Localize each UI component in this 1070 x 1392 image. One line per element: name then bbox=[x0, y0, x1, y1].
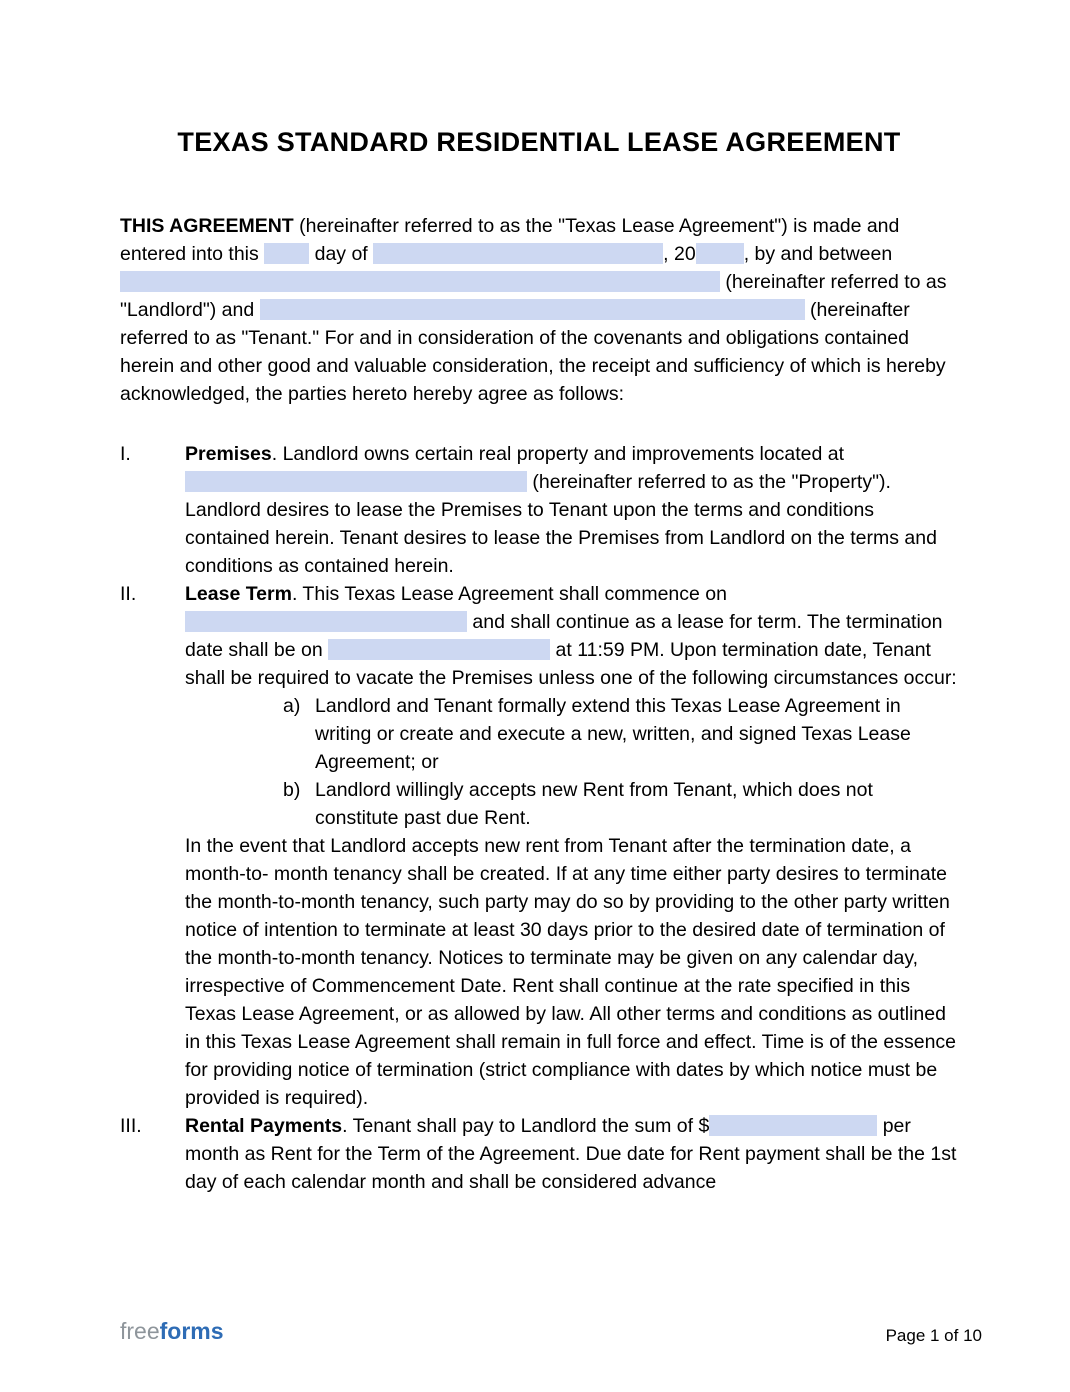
document-content bbox=[120, 0, 958, 1196]
text-run: . This Texas Lease Agreement shall commence on bbox=[291, 583, 727, 605]
property-address-blank[interactable] bbox=[185, 471, 527, 492]
agreement-day-blank[interactable] bbox=[264, 243, 309, 264]
text-run: Landlord and Tenant formally extend this Texas Lease Agreement in writing or create and execute a new, written, and signed Texas Lease Agreement; or bbox=[315, 695, 911, 773]
section-number: III. bbox=[120, 1115, 142, 1137]
paragraph bbox=[185, 440, 958, 580]
tenant-name-blank[interactable] bbox=[260, 299, 805, 320]
landlord-name-blank[interactable] bbox=[120, 271, 720, 292]
text-run: . Landlord owns certain real property and improvements located at bbox=[271, 443, 845, 465]
paragraph bbox=[185, 832, 958, 1112]
text-run: (hereinafter referred to as the "Property"). Landlord desires to lease the Premises to Tenant upon the terms and conditions contained herein. Tenant desires to lease the Premises from Landlord on the terms and conditions as contained herein. bbox=[185, 471, 937, 577]
section-premises bbox=[120, 440, 958, 580]
sub-item-label: a) bbox=[283, 695, 301, 717]
section-body bbox=[185, 580, 958, 1112]
section-body bbox=[185, 440, 958, 580]
commencement-date-blank[interactable] bbox=[185, 611, 467, 632]
emphasis-text: Lease Term bbox=[185, 583, 292, 605]
text-run: In the event that Landlord accepts new rent from Tenant after the termination date, a month-to- month tenancy shall be created. If at any time either party desires to terminate the month-to-month tenancy, such party may do so by providing to the other party written notice of intention to terminate at least 30 days prior to the desired date of termination of the month-to-month tenancy. Notices to terminate may be given on any calendar day, irrespective of Commencement Date. Rent shall continue at the rate specified in this Texas Lease Agreement, or as allowed by law. All other terms and conditions as outlined in this Texas Lease Agreement shall remain in full force and effect. Time is of the essence for providing notice of termination (strict compliance with dates by which notice must be provided is required). bbox=[185, 835, 957, 1109]
text-run: Landlord willingly accepts new Rent from Tenant, which does not constitute past due Rent. bbox=[315, 779, 873, 829]
text-run: (hereinafter referred to as "Landlord") and bbox=[120, 271, 947, 321]
intro-paragraph bbox=[120, 212, 958, 408]
text-run: day of bbox=[309, 243, 374, 265]
section-number: II. bbox=[120, 583, 137, 605]
page-number: Page 1 of 10 bbox=[885, 1326, 982, 1345]
sections-list bbox=[120, 440, 958, 1196]
emphasis-text: Premises bbox=[185, 443, 272, 465]
text-run: , 20 bbox=[663, 243, 696, 265]
text-run: at 11:59 PM. Upon termination date, Tenant shall be required to vacate the Premises unless one of the following circumstances occur: bbox=[185, 639, 957, 689]
section-lease-term bbox=[120, 580, 958, 1112]
paragraph bbox=[185, 1112, 958, 1196]
rent-amount-blank[interactable] bbox=[709, 1115, 877, 1136]
section-rental-payments bbox=[120, 1112, 958, 1196]
sub-item-text bbox=[315, 776, 958, 832]
paragraph bbox=[185, 580, 958, 692]
brand-forms-text: forms bbox=[159, 1318, 224, 1344]
footer-brand-logo[interactable] bbox=[120, 1318, 224, 1344]
section-body bbox=[185, 1112, 958, 1196]
emphasis-text: THIS AGREEMENT bbox=[120, 215, 294, 237]
agreement-year-blank[interactable] bbox=[696, 243, 744, 264]
section-number: I. bbox=[120, 443, 131, 465]
sub-item-text bbox=[315, 692, 958, 776]
sub-item-a bbox=[185, 692, 958, 776]
termination-date-blank[interactable] bbox=[328, 639, 550, 660]
agreement-month-blank[interactable] bbox=[373, 243, 663, 264]
brand-free-text: free bbox=[120, 1318, 160, 1344]
text-run: (hereinafter referred to as the "Texas Lease Agreement") is made and entered into this bbox=[120, 215, 900, 265]
text-run: (hereinafter referred to as "Tenant." For and in consideration of the covenants and obligations contained herein and other good and valuable consideration, the receipt and sufficiency of which is hereby acknowledged, the parties hereto hereby agree as follows: bbox=[120, 299, 946, 405]
document-title: TEXAS STANDARD RESIDENTIAL LEASE AGREEMENT bbox=[177, 127, 901, 157]
sub-item-b bbox=[185, 776, 958, 832]
emphasis-text: Rental Payments bbox=[185, 1115, 343, 1137]
text-run: . Tenant shall pay to Landlord the sum of $ bbox=[342, 1115, 710, 1137]
text-run: and shall continue as a lease for term. The termination date shall be on bbox=[185, 611, 943, 661]
sub-item-label: b) bbox=[283, 779, 301, 801]
text-run: per month as Rent for the Term of the Agreement. Due date for Rent payment shall be the 1st day of each calendar month and shall be considered advance bbox=[185, 1115, 957, 1193]
text-run: , by and between bbox=[743, 243, 893, 265]
